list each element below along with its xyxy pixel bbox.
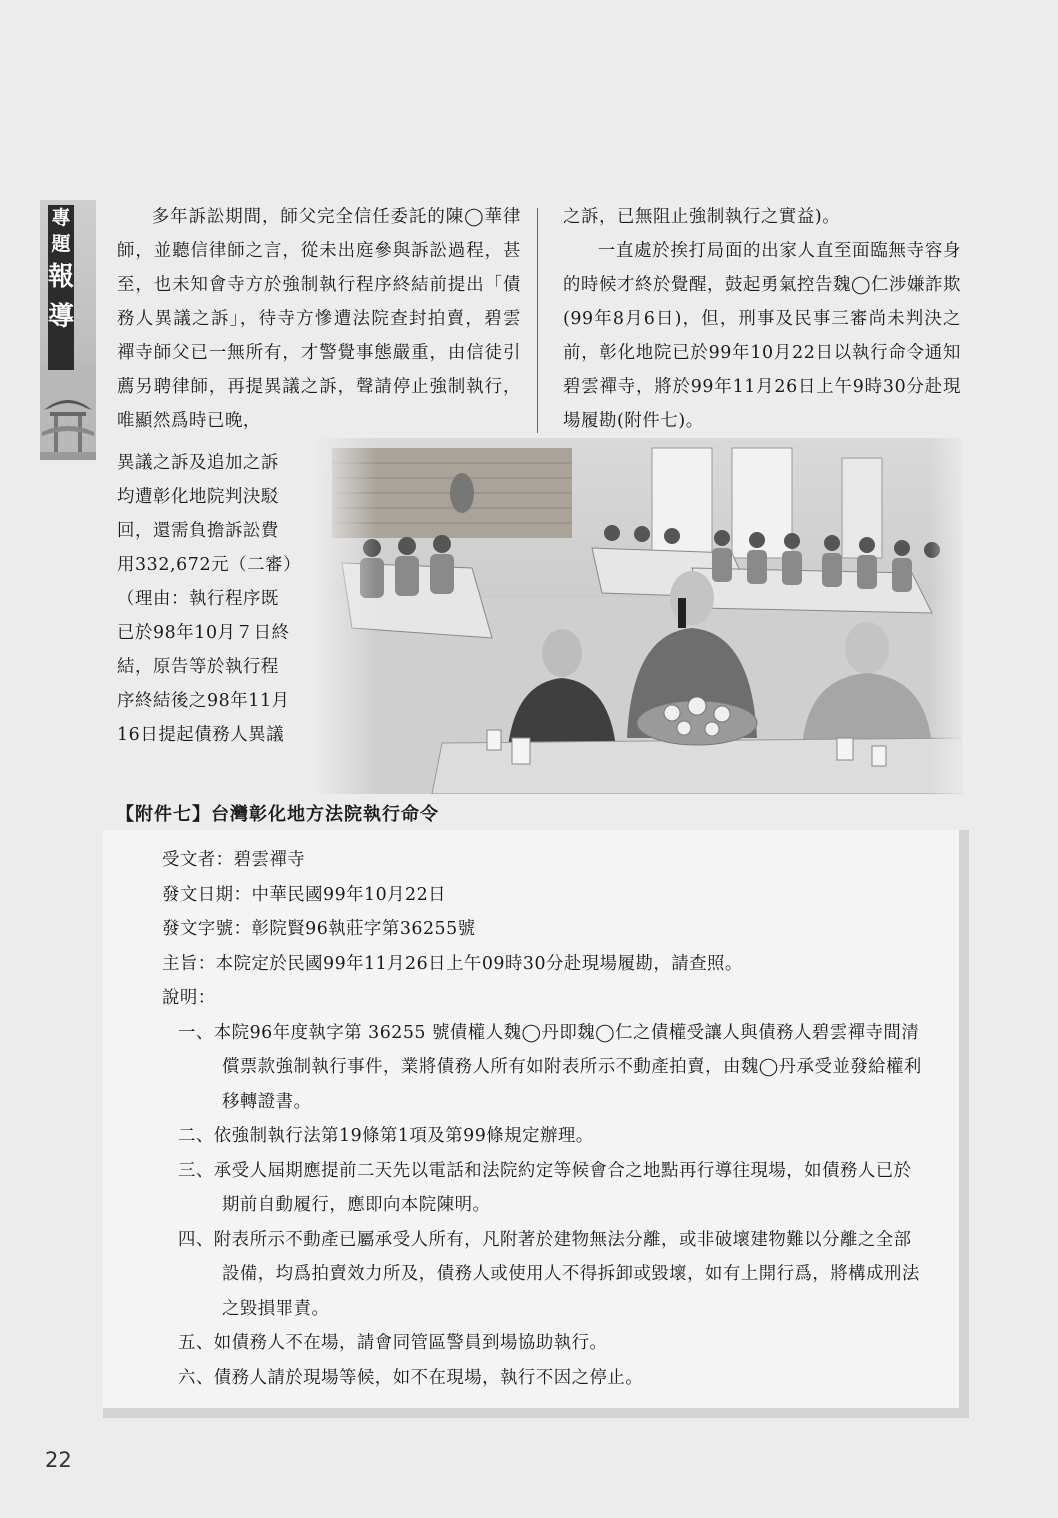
right-paragraph-2: 一直處於挨打局面的出家人直至面臨無寺容身的時候才終於覺醒，鼓起勇氣控告魏◯仁涉嫌詐欺(99年8月6日)，但，刑事及民事三審尚未判決之前，彰化地院已於99年10月22日以執行命令通知碧雲禪寺，將於99年11月26日上午9時30分赴現場履勘(附件七)。 <box>563 241 961 431</box>
attachment-title: 【附件七】台灣彰化地方法院執行命令 <box>116 804 439 825</box>
explanation-item: 一、本院96年度執字第 36255 號債權人魏◯丹即魏◯仁之債權受讓人與債務人碧雲禪寺間清償票款強制執行事件，業將債務人所有如附表所示不動產拍賣，由魏◯丹承受並發給權利移轉證書。 <box>178 1022 922 1112</box>
subject: 主旨：本院定於民國99年11月26日上午09時30分赴現場履勘，請查照。 <box>162 953 743 974</box>
explanation-label: 說明： <box>162 988 216 1008</box>
recipient: 受文者：碧雲禪寺 <box>162 850 306 870</box>
section-label <box>48 205 74 370</box>
wrap-line: 回，還需負擔訴訟費 <box>117 521 279 541</box>
left-column <box>117 200 521 438</box>
wrap-line: 序終結後之98年11月 <box>117 691 290 711</box>
section-char-4: 導 <box>48 302 75 332</box>
explanation-item: 二、依強制執行法第19條第1項及第99條規定辦理。 <box>178 1126 594 1146</box>
left-paragraph: 多年訴訟期間，師父完全信任委託的陳◯華律師，並聽信律師之言，從未出庭參與訴訟過程，甚至，也未知會寺方於強制執行程序終結前提出「債務人異議之訴」，待寺方慘遭法院查封拍賣，碧雲禪寺師父已一無所有，才警覺事態嚴重，由信徒引薦另聘律師，再提異議之訴，聲請停止強制執行，唯顯然爲時已晚， <box>117 207 521 431</box>
explanation-item: 五、如債務人不在場，請會同管區警員到場協助執行。 <box>178 1333 608 1353</box>
issue-date: 發文日期：中華民國99年10月22日 <box>162 884 447 905</box>
temple-roof-icon <box>40 372 96 460</box>
wrapped-text <box>117 446 302 752</box>
page-number: 22 <box>45 1448 72 1472</box>
wrap-line: 已於98年10月７日終 <box>117 623 290 643</box>
right-column <box>563 200 961 438</box>
explanation-item: 四、附表所示不動產已屬承受人所有，凡附著於建物無法分離，或非破壞建物難以分離之全部設備，均爲拍賣效力所及，債務人或使用人不得拆卸或毀壞，如有上開行爲，將構成刑法之毀損罪責。 <box>178 1229 920 1319</box>
section-char-1: 專 <box>51 207 71 229</box>
section-char-2: 題 <box>51 233 71 255</box>
explanation-item: 三、承受人屆期應提前二天先以電話和法院約定等候會合之地點再行導往現場，如債務人已於期前自動履行，應即向本院陳明。 <box>178 1160 912 1215</box>
wrap-line: （理由：執行程序既 <box>117 589 279 609</box>
wrap-line: 用332,672元（二審） <box>117 555 302 575</box>
wrap-line: 異議之訴及追加之訴 <box>117 453 279 473</box>
meeting-hall-photo <box>312 438 962 794</box>
wrap-line: 結，原告等於執行程 <box>117 657 279 677</box>
right-paragraph-1: 之訴，已無阻止強制執行之實益)。 <box>563 207 841 227</box>
wrap-line: 均遭彰化地院判決駁 <box>117 487 279 507</box>
section-char-3: 報 <box>48 262 75 292</box>
wrap-line: 16日提起債務人異議 <box>117 725 285 745</box>
attachment-content <box>162 843 922 1395</box>
document-number: 發文字號：彰院賢96執莊字第36255號 <box>162 919 476 939</box>
column-divider <box>537 208 538 433</box>
explanation-item: 六、債務人請於現場等候，如不在現場，執行不因之停止。 <box>178 1367 644 1388</box>
